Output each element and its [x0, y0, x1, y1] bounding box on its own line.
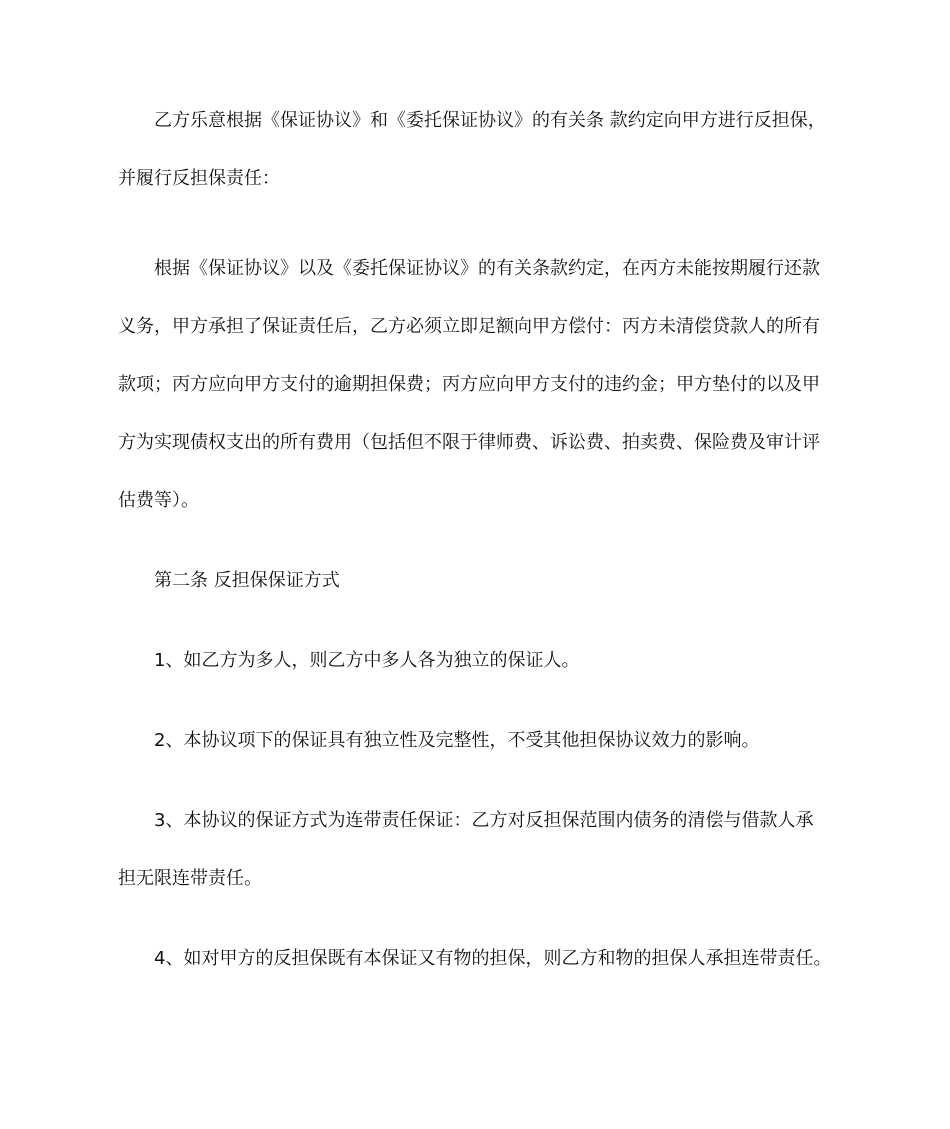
text-line: 3、本协议的保证方式为连带责任保证：乙方对反担保范围内债务的清偿与借款人承 [154, 810, 814, 831]
clause-4 [118, 930, 838, 988]
text-line: 方为实现债权支出的所有费用（包括但不限于律师费、诉讼费、拍卖费、保险费及审计评 [118, 432, 820, 453]
text-line: 款项；丙方应向甲方支付的逾期担保费；丙方应向甲方支付的违约金；甲方垫付的以及甲 [118, 374, 820, 395]
text-line: 乙方乐意根据《保证协议》和《委托保证协议》的有关条 款约定向甲方进行反担保， [154, 110, 826, 131]
text-line: 根据《保证协议》以及《委托保证协议》的有关条款约定，在丙方未能按期履行还款 [154, 258, 820, 279]
clause-1 [118, 632, 838, 690]
text-line: 2、本协议项下的保证具有独立性及完整性，不受其他担保协议效力的影响。 [154, 730, 760, 751]
text-line: 第二条 反担保保证方式 [154, 570, 340, 591]
section-heading-article-2 [118, 552, 838, 610]
text-line: 4、如对甲方的反担保既有本保证又有物的担保，则乙方和物的担保人承担连带责任。 [154, 948, 832, 969]
text-line: 估费等）。 [118, 490, 199, 511]
text-line: 并履行反担保责任： [118, 168, 280, 189]
clause-2 [118, 712, 838, 770]
clause-3 [118, 792, 838, 908]
text-line: 担无限连带责任。 [118, 868, 262, 889]
text-line: 1、如乙方为多人，则乙方中多人各为独立的保证人。 [154, 650, 580, 671]
paragraph-counter-guarantee-intent [118, 92, 838, 208]
text-line: 义务，甲方承担了保证责任后，乙方必须立即足额向甲方偿付：丙方未清偿贷款人的所有 [118, 316, 820, 337]
paragraph-repayment-obligation [118, 240, 838, 530]
document-body [118, 92, 838, 988]
